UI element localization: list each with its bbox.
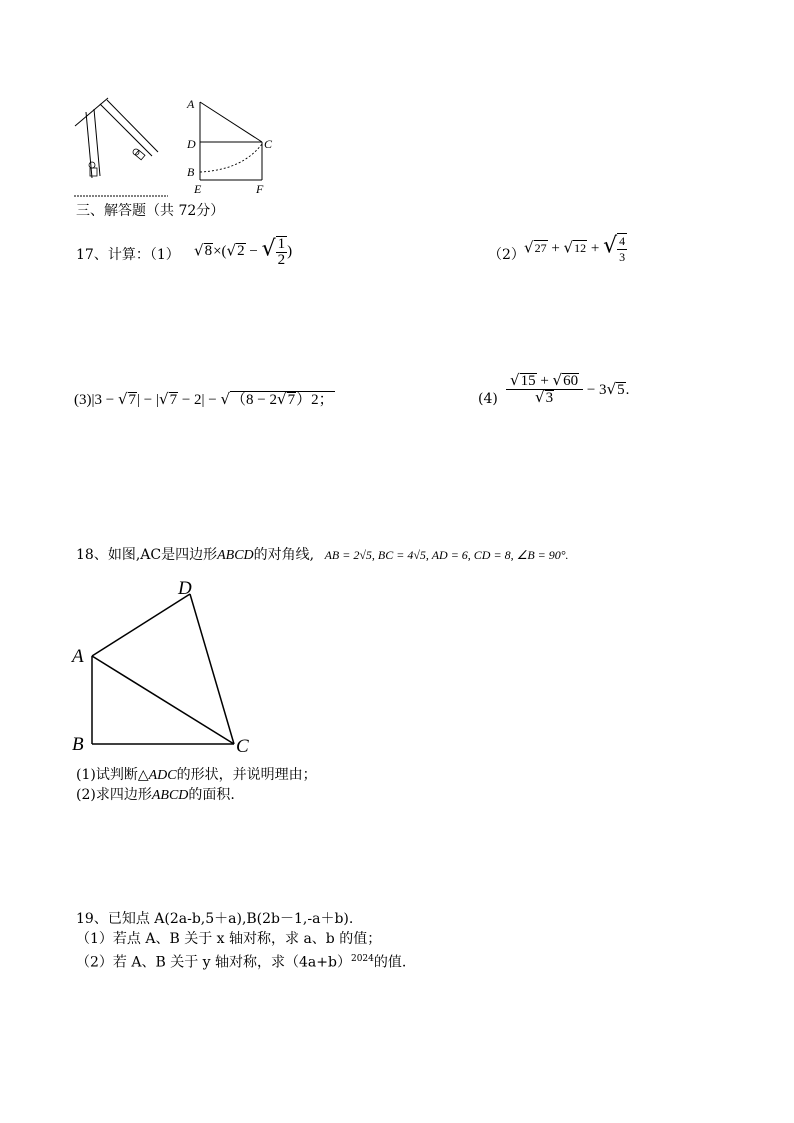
label-c: C [264, 137, 273, 151]
q18-label-a: A [72, 646, 84, 667]
label-d: D [187, 137, 196, 151]
q18-label-d: D [178, 578, 192, 599]
quadrilateral-figure [68, 574, 268, 760]
q18-stem: 18、如图,AC是四边形ABCD的对角线, AB = 2√5, BC = 4√5, AD = 6, CD = 8, ∠B = 90°. [76, 547, 569, 563]
label-f: F [256, 182, 264, 196]
q18-sub1: (1)试判断△ADC的形状，并说明理由； [76, 767, 317, 783]
label-b: B [187, 165, 195, 179]
q17-part4: $\frac{√15 + √60}{√3}$ − 3√5. [506, 373, 629, 406]
label-e: E [194, 182, 202, 196]
q19-stem: 19、已知点 A(2a-b,5＋a),B(2b－1,-a＋b). [76, 911, 354, 927]
rectangle-triangle-figure [184, 94, 280, 198]
label-a: A [187, 97, 195, 111]
q17-part3: (3)|3 − √7| − |√7 − 2| − √（8 − 2√7）2； [74, 390, 334, 408]
q17-part1: √8×(√2 − √ $\frac{1}{2}$ ) [194, 236, 293, 268]
q19-sub2: （2）若 A、B 关于 y 轴对称，求$(4a+b)^{2024}$的值. [76, 954, 407, 971]
q17-prefix: 17、计算：（1） [76, 247, 180, 263]
q18-label-c: C [236, 736, 249, 757]
q18-sub2: (2)求四边形ABCD的面积. [76, 787, 235, 803]
q17-part2: √27 + √12 + √ $\frac{4}{3}$ [524, 233, 626, 264]
q19-sub1: （1）若点 A、B 关于 x 轴对称，求 a、b 的值； [76, 931, 382, 947]
q18-label-b: B [72, 734, 84, 755]
section-title: 三、解答题（共 72分） [76, 203, 225, 219]
ladder-figure [70, 96, 180, 200]
q17-part2-label: （2） [488, 247, 525, 263]
q17-part4-label: (4) [478, 391, 498, 407]
